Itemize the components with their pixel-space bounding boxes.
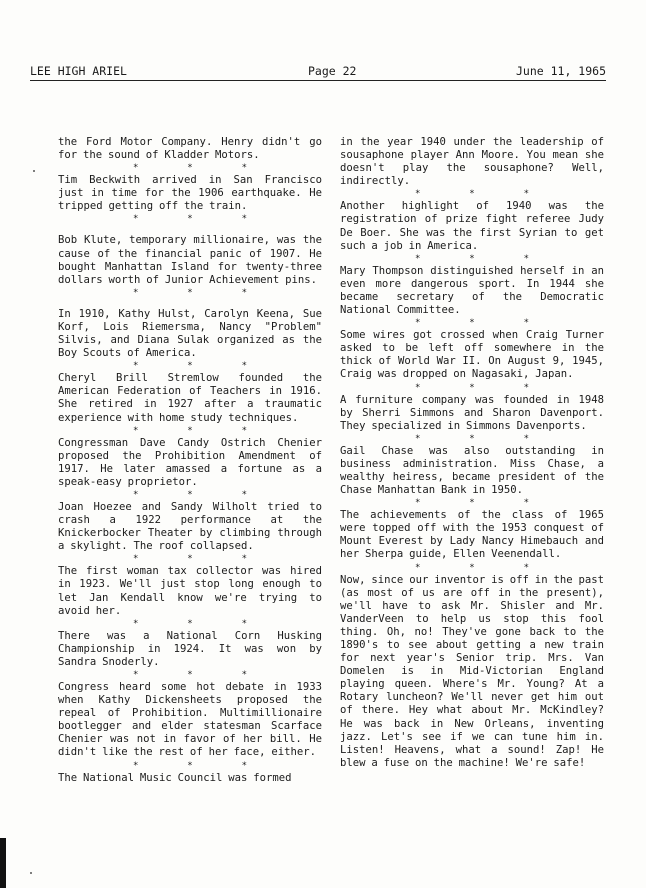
section-divider-stars: * * *: [132, 287, 270, 298]
article-paragraph: There was a National Corn Husking Championship in 1924. It was won by Sandra Snoderly.: [58, 629, 322, 668]
article-paragraph: The achievements of the class of 1965 were topped off with the 1953 conquest of Mount Everest by Lady Nancy Himebauch and her Sherpa guide, Ellen Veenendall.: [340, 509, 604, 561]
article-paragraph: In 1910, Kathy Hulst, Carolyn Keena, Sue Korf, Lois Riemersma, Nancy "Problem" Silvis, and Diana Sulak organized as the Boy Scouts of America.: [58, 307, 322, 360]
section-divider-stars: * * *: [132, 163, 270, 174]
article-paragraph: Congress heard some hot debate in 1933 when Kathy Dickensheets proposed the repeal of Prohibition. Multimillionaire bootlegger and elder statesman Scarface Chenier was not in favor of her bill. He didn't like the rest of her face, either.: [58, 681, 322, 759]
article-paragraph: The first woman tax collector was hired in 1923. We'll just stop long enough to let Jan Kendall know we're trying to avoid her.: [58, 565, 322, 617]
section-divider-stars: * * *: [132, 489, 270, 500]
article-paragraph: Tim Beckwith arrived in San Francisco just in time for the 1906 earthquake. He tripped getting off the train.: [58, 174, 322, 213]
section-divider-stars: * * *: [132, 618, 270, 629]
article-paragraph: Joan Hoezee and Sandy Wilholt tried to crash a 1922 performance at the Knickerbocker Theater by climbing through a skylight. The roof collapsed.: [58, 500, 322, 553]
section-divider-stars: * * *: [132, 425, 270, 436]
article-paragraph: Some wires got crossed when Craig Turner asked to be left off somewhere in the thick of World War II. On August 9, 1945, Craig was dropped on Nagasaki, Japan.: [340, 329, 604, 381]
scan-speck: [33, 170, 35, 172]
section-divider-stars: * * *: [414, 382, 552, 393]
publication-name: LEE HIGH ARIEL: [30, 64, 127, 78]
section-divider-stars: * * *: [132, 670, 270, 680]
article-paragraph: Gail Chase was also outstanding in business administration. Miss Chase, a wealthy heiress, became president of the Chase Manhattan Bank in 1950.: [340, 444, 604, 497]
article-paragraph: in the year 1940 under the leadership of sousaphone player Ann Moore. You mean she doesn't play the sousaphone? Well, indirectly.: [340, 136, 604, 188]
scan-margin-mark: [0, 838, 6, 888]
section-divider-stars: * * *: [414, 562, 552, 573]
issue-date: June 11, 1965: [515, 64, 606, 78]
section-divider-stars: * * *: [414, 498, 552, 509]
section-divider-stars: * * *: [132, 361, 270, 372]
section-divider-stars: * * *: [132, 214, 270, 225]
article-paragraph: Congressman Dave Candy Ostrich Chenier proposed the Prohibition Amendment of 1917. He later amassed a fortune as a speak-easy proprietor.: [58, 436, 322, 488]
article-paragraph: Mary Thompson distinguished herself in an even more dangerous sport. In 1944 she became secretary of the Democratic National Committee.: [340, 264, 604, 317]
article-paragraph: Now, since our inventor is off in the past (as most of us are off in the present), we'll have to ask Mr. Shisler and Mr. VanderVeen to help us stop this fool thing. Oh, no! They've gone back to the 1890's to see about getting a new train for next year's Senior trip. Mrs. Van Domelen is in Mid-Victorian England playing queen. Where's Mr. Young? At a Rotary luncheon? We'll never get him out of there. Hey what about Mr. McKindley? He was back in New Orleans, inventing jazz. Let's see if we can tune him in. Listen! Heavens, what a sound! Zap! He blew a fuse on the machine! We're safe!: [340, 573, 604, 769]
page-number: Page 22: [308, 64, 357, 78]
article-paragraph: Cheryl Brill Stremlow founded the American Federation of Teachers in 1916. She retired in 1927 after a traumatic experience with home study techniques.: [58, 372, 322, 424]
article-paragraph: the Ford Motor Company. Henry didn't go for the sound of Kladder Motors.: [58, 136, 322, 162]
section-divider-stars: * * *: [414, 433, 552, 444]
section-divider-stars: * * *: [132, 760, 270, 771]
article-paragraph: Bob Klute, temporary millionaire, was the cause of the financial panic of 1907. He bought Manhattan Island for twenty-three dollars worth of Junior Achievement pins.: [58, 234, 322, 286]
article-paragraph: Another highlight of 1940 was the registration of prize fight referee Judy De Boer. She was the first Syrian to get such a job in America.: [340, 200, 604, 252]
section-divider-stars: * * *: [132, 554, 270, 565]
section-divider-stars: * * *: [414, 253, 552, 264]
section-divider-stars: * * *: [414, 318, 552, 329]
section-divider-stars: * * *: [414, 189, 552, 200]
header-rule: [30, 80, 606, 81]
scan-speck: [30, 872, 32, 874]
left-column: [58, 136, 322, 785]
article-paragraph: A furniture company was founded in 1948 by Sherri Simmons and Sharon Davenport. They specialized in Simmons Davenports.: [340, 393, 604, 432]
article-paragraph: The National Music Council was formed: [58, 771, 292, 784]
right-column: [340, 136, 604, 770]
